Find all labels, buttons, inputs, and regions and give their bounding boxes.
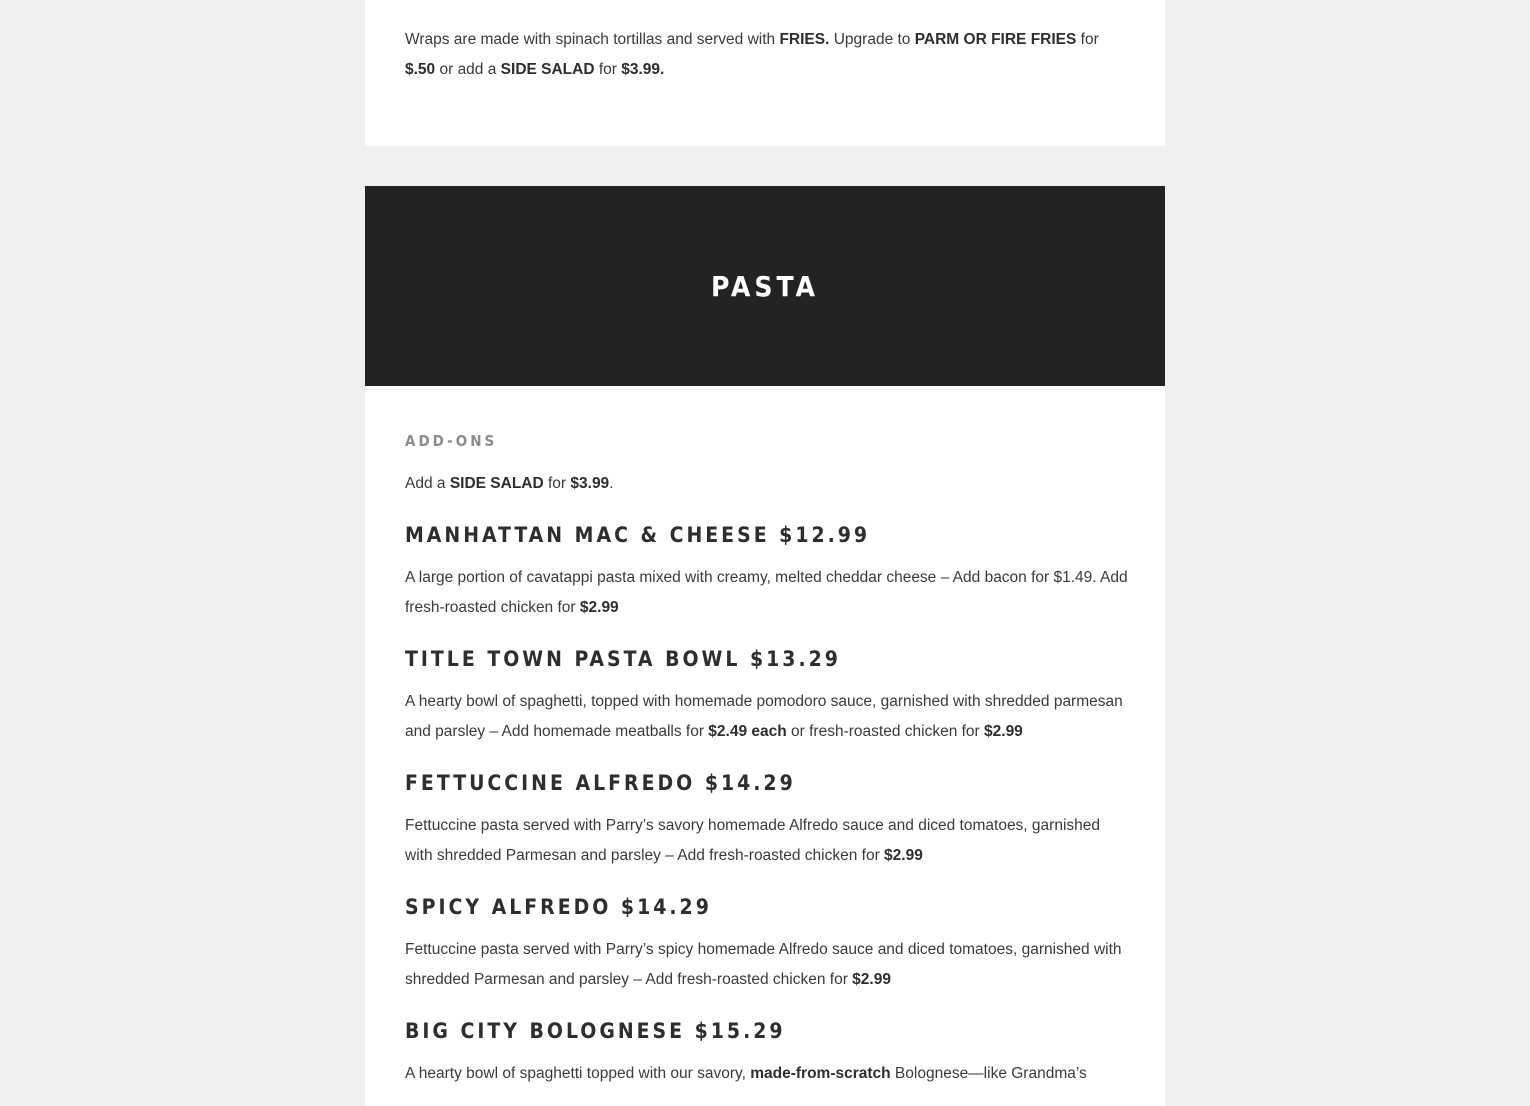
wraps-note-salad-price: $3.99. <box>621 61 665 78</box>
menu-item-highlight: made-from-scratch <box>750 1065 891 1082</box>
menu-item-description-text: Fettuccine pasta served with Parry’s savory homemade Alfredo sauce and diced tomatoes, garnished with shredded Parmesan and parsley – Add fresh-roasted chicken for <box>405 817 1101 864</box>
wraps-note-parm-fries: PARM OR FIRE FRIES <box>914 31 1077 48</box>
menu-item-description <box>405 687 1129 747</box>
menu-item-name: FETTUCCINE ALFREDO $14.29 <box>405 771 796 795</box>
menu-item-addon-price: $2.99 <box>984 723 1023 740</box>
wraps-section-card <box>365 0 1165 146</box>
addons-heading: ADD-ONS <box>405 432 498 450</box>
menu-item-name: TITLE TOWN PASTA BOWL $13.29 <box>405 647 841 671</box>
menu-item-addon-price: $2.49 each <box>708 723 787 740</box>
menu-item-name: MANHATTAN MAC & CHEESE $12.99 <box>405 523 871 547</box>
wraps-note <box>405 25 1125 85</box>
addons-note-text: . <box>609 475 614 492</box>
wraps-note-text: Wraps are made with spinach tortillas and served with <box>405 31 780 48</box>
wraps-note-side-salad: SIDE SALAD <box>500 61 595 78</box>
menu-item-description <box>405 563 1129 623</box>
menu-item-description-text: A hearty bowl of spaghetti topped with our savory, <box>405 1065 751 1082</box>
addons-salad-price: $3.99 <box>570 475 610 492</box>
menu-item-description-text: Bolognese—like Grandma’s <box>890 1065 1087 1082</box>
menu-item-description <box>405 1059 1129 1089</box>
wraps-note-text: or add a <box>435 61 501 78</box>
addons-note-text: for <box>543 475 571 492</box>
wraps-note-text: Upgrade to <box>829 31 915 48</box>
menu-item-description-text: A large portion of cavatappi pasta mixed with creamy, melted cheddar cheese – Add bacon for $1.49. Add fresh-roasted chicken for <box>405 569 1128 616</box>
addons-note <box>405 469 614 499</box>
pasta-banner <box>365 186 1165 386</box>
menu-item-description <box>405 935 1129 995</box>
wraps-note-text: for <box>594 61 622 78</box>
wraps-note-upgrade-price: $.50 <box>405 61 436 78</box>
section-title: PASTA <box>710 269 820 303</box>
menu-item-name: SPICY ALFREDO $14.29 <box>405 895 712 919</box>
menu-item-description <box>405 811 1129 871</box>
wraps-note-fries: FRIES. <box>779 31 830 48</box>
menu-item-addon-price: $2.99 <box>884 847 923 864</box>
menu-item-name: BIG CITY BOLOGNESE $15.29 <box>405 1019 786 1043</box>
menu-item-description-text: Fettuccine pasta served with Parry’s spicy homemade Alfredo sauce and diced tomatoes, garnished with shredded Parmesan and parsley – Add fresh-roasted chicken for <box>405 941 1122 988</box>
addons-side-salad: SIDE SALAD <box>449 475 544 492</box>
menu-item-addon-price: $2.99 <box>579 599 619 616</box>
menu-item-description-text: A hearty bowl of spaghetti, topped with homemade pomodoro sauce, garnished with shredded parmesan and parsley – Add homemade meatballs for <box>405 693 1123 740</box>
pasta-menu-card <box>365 386 1165 1106</box>
wraps-note-text: for <box>1076 31 1099 48</box>
menu-item-addon-price: $2.99 <box>852 971 891 988</box>
menu-item-description-text: or fresh-roasted chicken for <box>786 723 985 740</box>
addons-note-text: Add a <box>405 475 450 492</box>
